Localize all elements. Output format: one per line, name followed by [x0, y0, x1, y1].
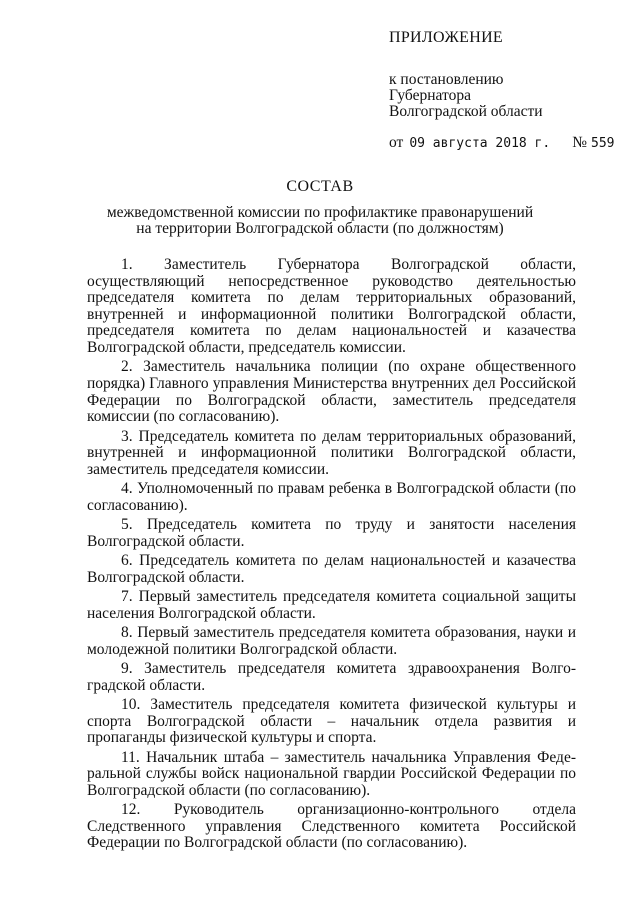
- date-prefix: от: [389, 134, 404, 151]
- document-subtitle: [80, 205, 560, 237]
- member-item: 1. Заместитель Губернатора Волгоградской области, осуществляющий непосредственное руководство деятельностью председателя комитета по делам территориальных образований, внутренней и информационной политики Волгоградской области, председателя комитета по делам национальностей и казачества Волгоградской области, председатель комиссии.: [87, 256, 576, 356]
- appendix-line-2: Губернатора: [389, 87, 471, 104]
- member-item: 6. Председатель комитета по делам национальностей и казачества Волгоградской области.: [87, 552, 576, 586]
- decree-date: 09 августа 2018 г.: [409, 136, 551, 151]
- appendix-block: [389, 30, 619, 120]
- appendix-line-3: Волгоградской области: [389, 103, 543, 120]
- appendix-heading: ПРИЛОЖЕНИЕ: [389, 29, 504, 46]
- member-item: 2. Заместитель начальника полиции (по охране общественного порядка) Главного управления Министерства внутренних дел Российской Федерации по Волгоградской области, заместитель председателя комиссии (по согласованию).: [87, 358, 576, 426]
- member-list: [87, 257, 576, 855]
- member-item: 9. Заместитель председателя комитета здравоохранения Волгоградской области.: [87, 660, 576, 694]
- decree-number: 559: [591, 136, 615, 151]
- member-item: 10. Заместитель председателя комитета физической культуры и спорта Волгоградской области – начальник отдела развития и пропаганды физической культуры и спорта.: [87, 696, 576, 747]
- member-item: 4. Уполномоченный по правам ребенка в Волгоградской области (по согласованию).: [87, 480, 576, 514]
- number-prefix: №: [572, 134, 588, 151]
- member-item: 8. Первый заместитель председателя комитета образования, науки и молодежной политики Волгоградской области.: [87, 624, 576, 658]
- document-title: СОСТАВ: [286, 178, 354, 195]
- appendix-line-1: к постановлению: [389, 71, 504, 88]
- subtitle-line-1: межведомственной комиссии по профилактике правонарушений: [106, 204, 534, 221]
- member-item: 11. Начальник штаба – заместитель начальника Управления Федеральной службы войск национальной гвардии Российской Федерации по Волгоградской области (по согласованию).: [87, 748, 576, 799]
- member-item: 7. Первый заместитель председателя комитета социальной защиты населения Волгоградской области.: [87, 588, 576, 622]
- subtitle-line-2: на территории Волгоградской области (по должностям): [136, 220, 504, 237]
- member-item: 3. Председатель комитета по делам территориальных образований, внутренней и информационной политики Волгоградской области, заместитель председателя комиссии.: [87, 427, 576, 478]
- member-item: 5. Председатель комитета по труду и занятости населения Волгоградской области.: [87, 516, 576, 550]
- decree-date-line: [389, 134, 619, 152]
- member-item: 12. Руководитель организационно-контрольного отдела Следственного управления Следственного комитета Российской Федерации по Волгоградской области (по согласованию).: [87, 801, 576, 852]
